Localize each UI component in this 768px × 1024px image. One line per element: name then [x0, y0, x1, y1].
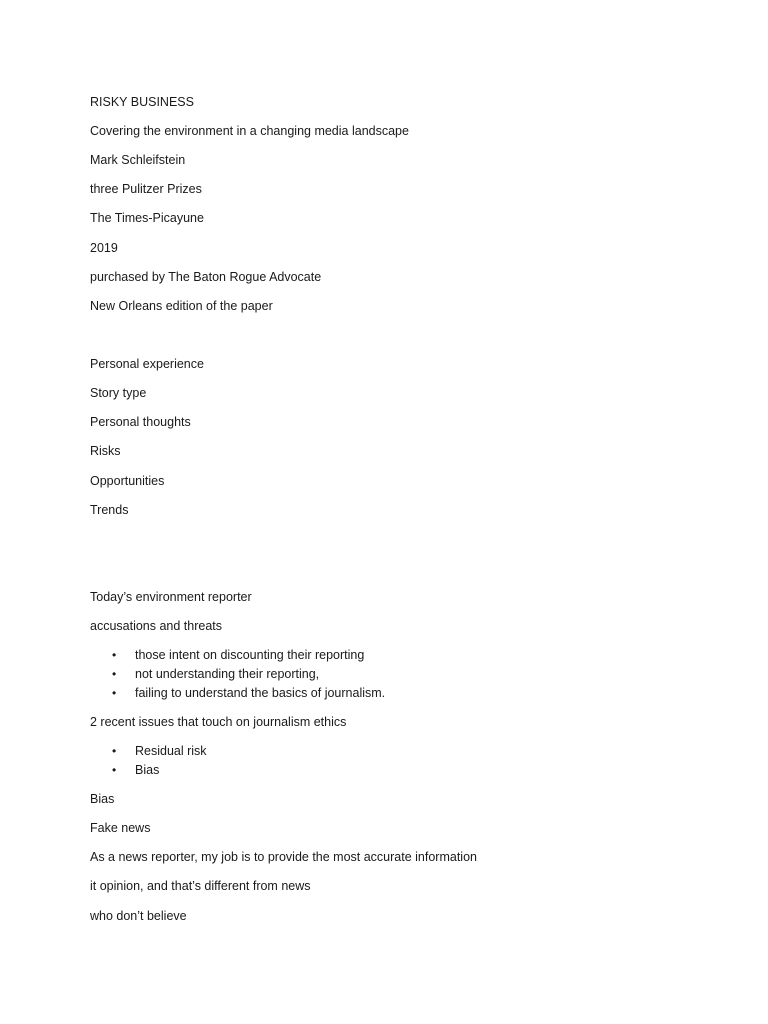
section-heading: 2 recent issues that touch on journalism ethics [90, 715, 347, 729]
paragraph: 2019 [90, 241, 118, 255]
paragraph: As a news reporter, my job is to provide the most accurate information [90, 850, 477, 864]
paragraph: The Times-Picayune [90, 211, 204, 225]
bullet-icon: • [112, 763, 117, 777]
list-item-text: failing to understand the basics of journalism. [135, 686, 386, 700]
bullet-icon: • [112, 686, 117, 700]
list-item-text: Bias [135, 763, 160, 777]
paragraph: it opinion, and that’s different from news [90, 879, 311, 893]
author-name: Mark Schleifstein [90, 153, 186, 167]
outline-item: Personal experience [90, 357, 204, 371]
bullet-icon: • [112, 648, 117, 662]
outline-item: Personal thoughts [90, 415, 191, 429]
paragraph: who don’t believe [90, 909, 187, 923]
paragraph: Fake news [90, 821, 151, 835]
outline-item: Trends [90, 503, 129, 517]
paragraph: purchased by The Baton Rogue Advocate [90, 270, 322, 284]
document-subtitle: Covering the environment in a changing media landscape [90, 124, 409, 138]
list-item-text: not understanding their reporting, [135, 667, 320, 681]
section-heading: Today’s environment reporter [90, 590, 252, 604]
document-title: RISKY BUSINESS [90, 95, 194, 109]
bullet-icon: • [112, 744, 117, 758]
paragraph: New Orleans edition of the paper [90, 299, 273, 313]
bullet-icon: • [112, 667, 117, 681]
list-item-text: Residual risk [135, 744, 207, 758]
outline-item: Risks [90, 444, 121, 458]
outline-item: Story type [90, 386, 147, 400]
outline-item: Opportunities [90, 474, 165, 488]
paragraph: Bias [90, 792, 115, 806]
list-item-text: those intent on discounting their reporting [135, 648, 365, 662]
section-subheading: accusations and threats [90, 619, 223, 633]
paragraph: three Pulitzer Prizes [90, 182, 202, 196]
